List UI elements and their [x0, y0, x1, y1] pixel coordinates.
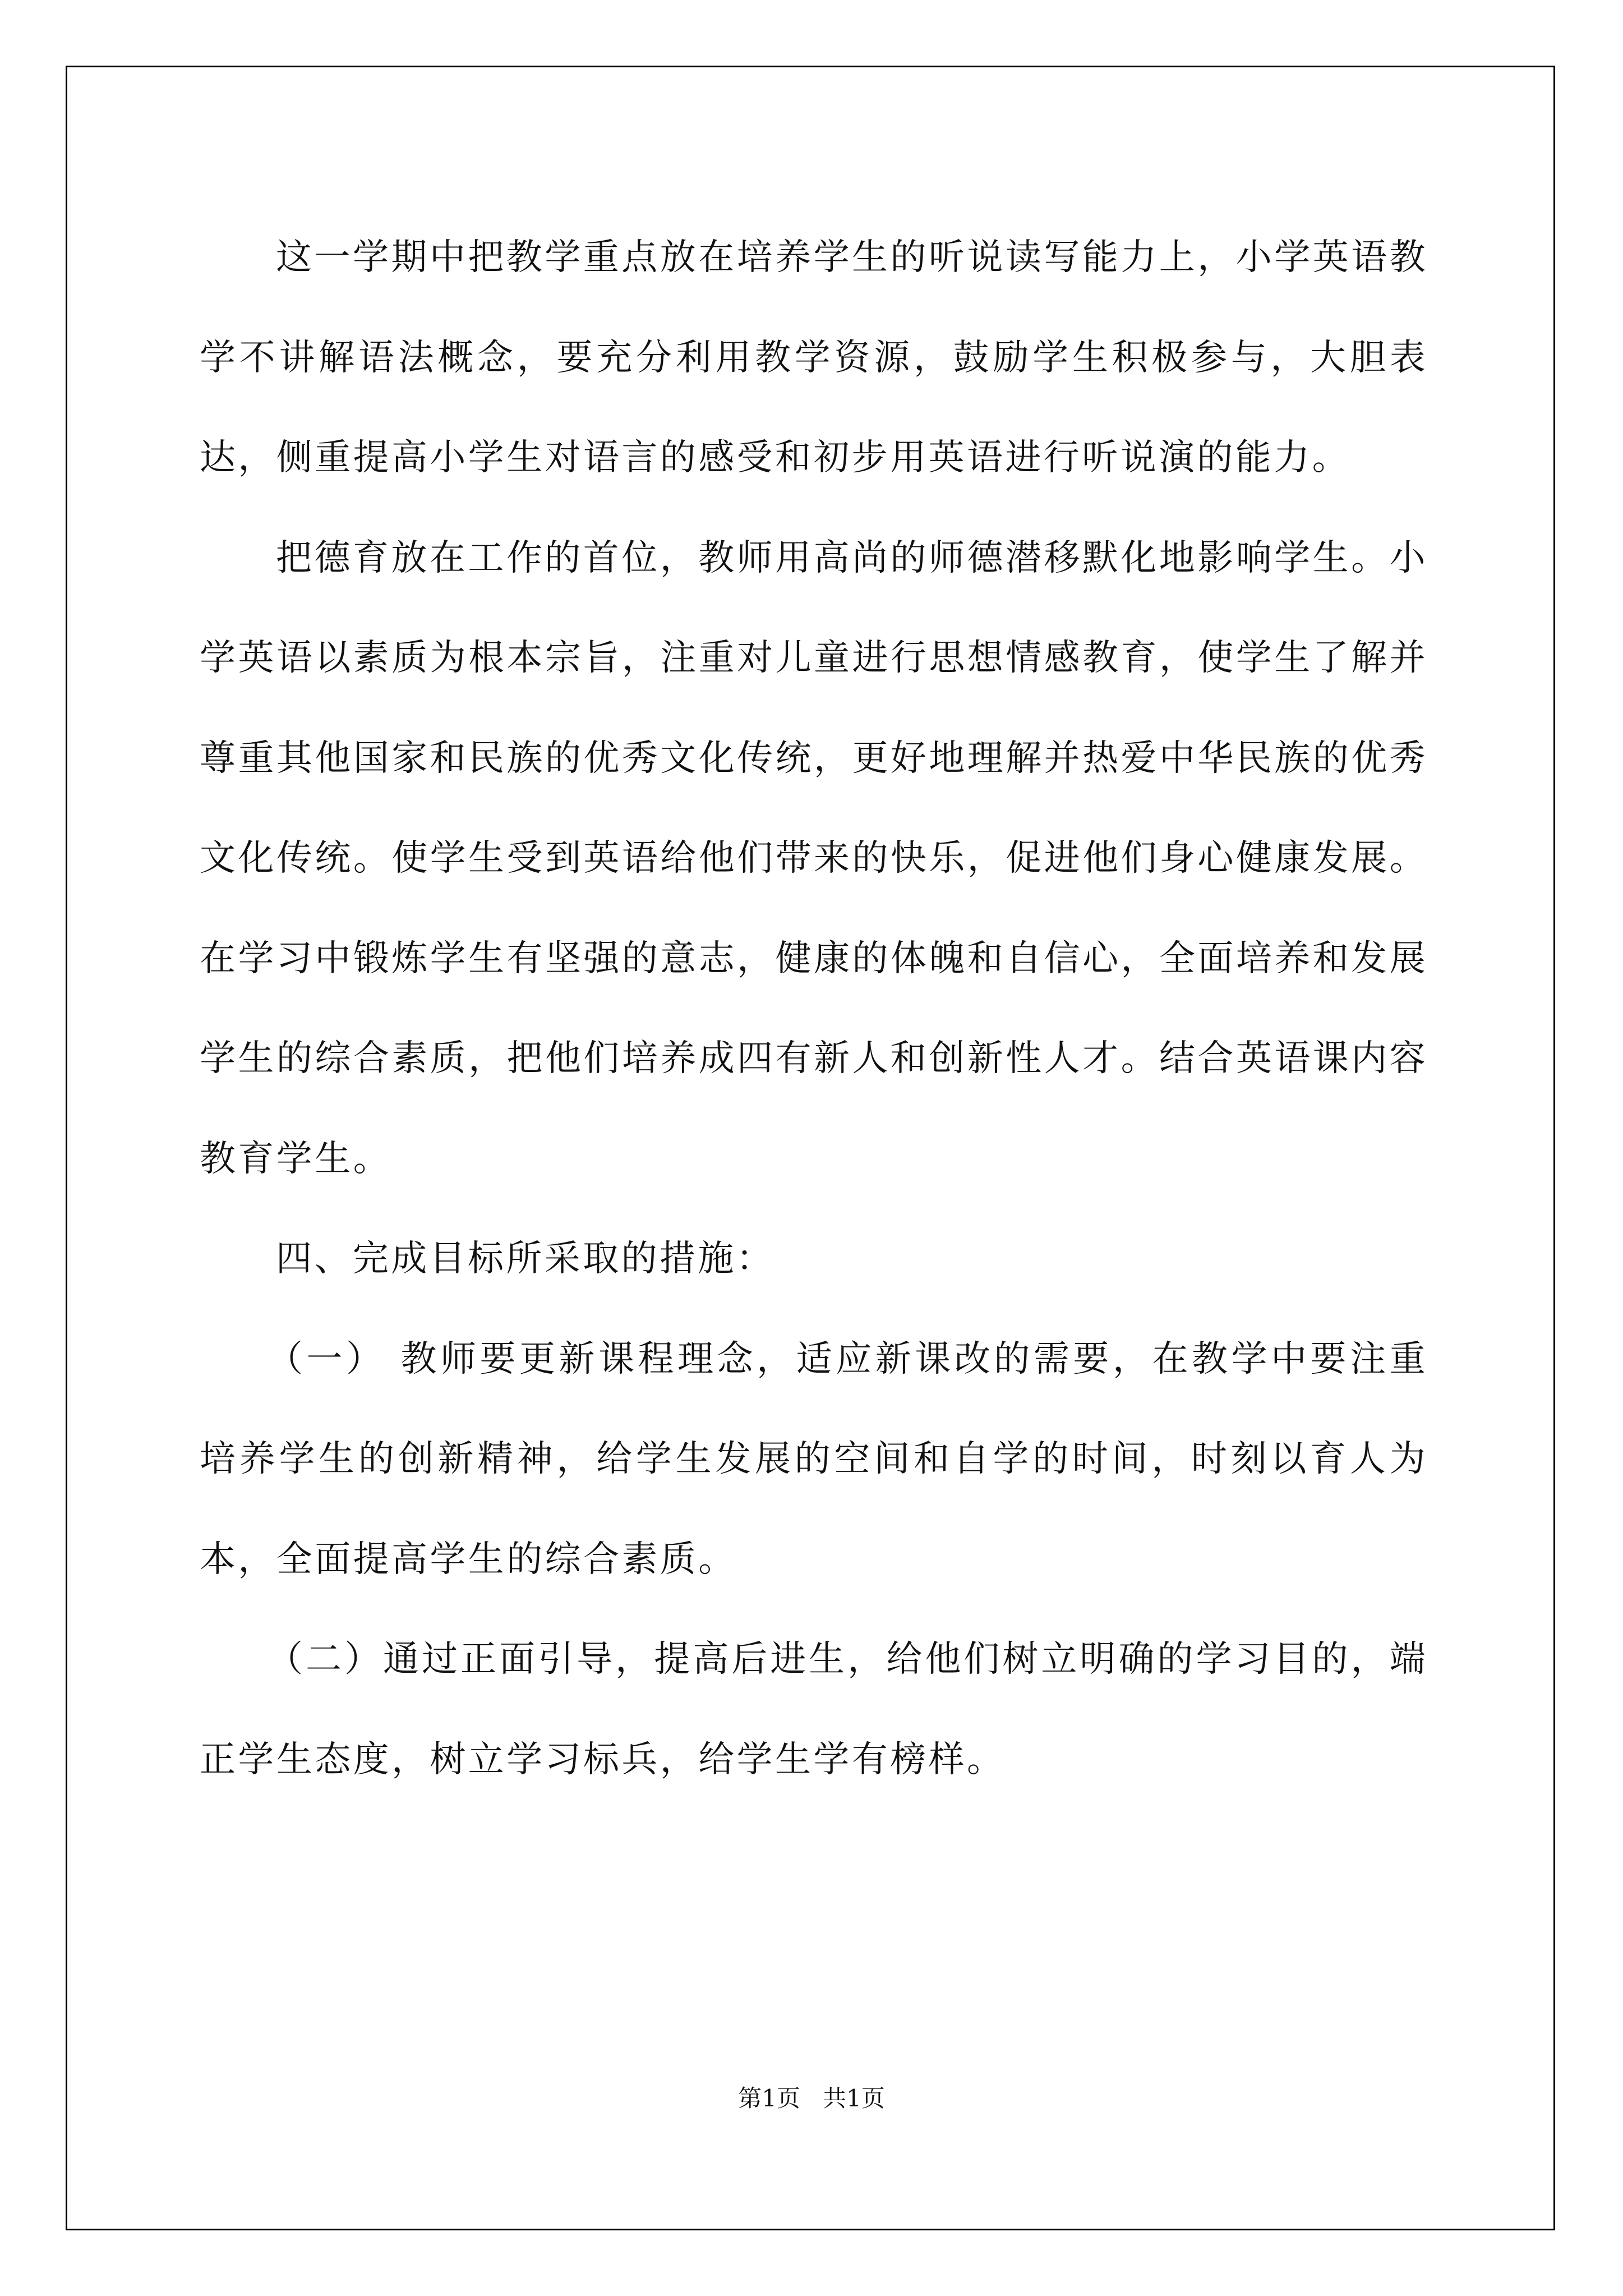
paragraph-moral-education: 把德育放在工作的首位，教师用高尚的师德潜移默化地影响学生。小学英语以素质为根本宗旨，注重对儿童进行思想情感教育，使学生了解并尊重其他国家和民族的优秀文化传统，更好地理解并热爱中华民族的优秀文化传统。使学生受到英语给他们带来的快乐，促进他们身心健康发展。在学习中锻炼学生有坚强的意志，健康的体魄和自信心，全面培养和发展学生的综合素质，把他们培养成四有新人和创新性人才。结合英语课内容教育学生。	[200, 537, 1428, 1180]
paragraph-measure-1: （一） 教师要更新课程理念，适应新课改的需要，在教学中要注重培养学生的创新精神，给学生发展的空间和自学的时间，时刻以育人为本，全面提高学生的综合素质。	[200, 1338, 1428, 1580]
page-footer	[0, 2080, 1623, 2114]
document-body	[200, 208, 1428, 1810]
page-total: 共1页	[823, 2085, 885, 2112]
paragraph-teaching-focus: 这一学期中把教学重点放在培养学生的听说读写能力上，小学英语教学不讲解语法概念，要充分利用教学资源，鼓励学生积极参与，大胆表达，侧重提高小学生对语言的感受和初步用英语进行听说演的能力。	[200, 237, 1428, 478]
paragraph-measure-2: （二）通过正面引导，提高后进生，给他们树立明确的学习目的，端正学生态度，树立学习标兵，给学生学有榜样。	[200, 1639, 1428, 1780]
page-number: 第1页	[738, 2085, 800, 2112]
section-heading-measures: 四、完成目标所采取的措施：	[276, 1238, 775, 1280]
